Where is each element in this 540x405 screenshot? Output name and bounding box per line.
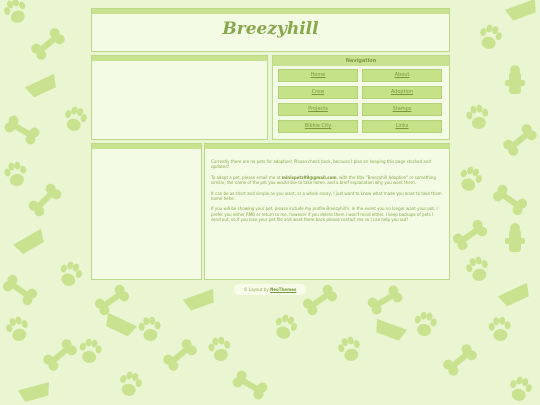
- content-body: [205, 149, 449, 223]
- nav-home-button[interactable]: Home: [278, 69, 358, 82]
- nav-adoption-button[interactable]: Adoption: [362, 86, 442, 99]
- content-paragraph-3: It can be as short and simple as you want, or a whole essay, I just want to know what made you want to take them home hehe.: [211, 190, 442, 202]
- content-paragraph-2: [211, 175, 443, 186]
- nav-stamps-button[interactable]: Stamps: [362, 103, 442, 116]
- nav-about-button[interactable]: About: [362, 69, 442, 82]
- content-paragraph-4: If you will be showing your pet, please include my profile Breezyhill's. In the event you no longer want your pet, I prefer you either RMB or return to me, however if you delete them I won't mind either. I keep backups of pets I send out, so if you lose your pet file and want them back please contact me so I can help you out!: [211, 206, 438, 223]
- navigation-panel: [272, 55, 450, 140]
- footer-credit: [234, 284, 306, 295]
- site-title: Breezyhill: [222, 19, 319, 39]
- navigation-grid: [278, 69, 442, 133]
- left-top-bar: [92, 56, 267, 61]
- nav-links-button[interactable]: Links: [362, 120, 442, 133]
- left-sidebar-bar: [92, 144, 201, 149]
- nav-bikkie-city-button[interactable]: Bikkie City: [278, 120, 358, 133]
- email-address: minispetz99@gmail.com: [281, 174, 337, 180]
- header-bar: [92, 9, 449, 14]
- navigation-heading: Navigation: [273, 56, 449, 66]
- footer-credit-link[interactable]: NeoThemes: [269, 287, 297, 292]
- left-top-panel: [91, 55, 268, 140]
- content-panel: [204, 143, 450, 280]
- left-sidebar-panel: [91, 143, 202, 280]
- nav-crew-button[interactable]: Crew: [278, 86, 358, 99]
- footer-credit-text: © Layout by: [243, 287, 270, 292]
- header-panel: [91, 8, 450, 52]
- nav-projects-button[interactable]: Projects: [278, 103, 358, 116]
- content-paragraph-2-start: To adopt a pet, please email me at: [211, 174, 282, 180]
- content-paragraph-2-end: , with the title "Breezyhill Adoption" or something similar, the name of the pet you would like to take home, and a brief explanation why you want them.: [211, 174, 436, 186]
- content-paragraph-1: Currently there are no pets for adoption! Please check back, because I plan on keeping this page stocked and updated!: [211, 159, 431, 170]
